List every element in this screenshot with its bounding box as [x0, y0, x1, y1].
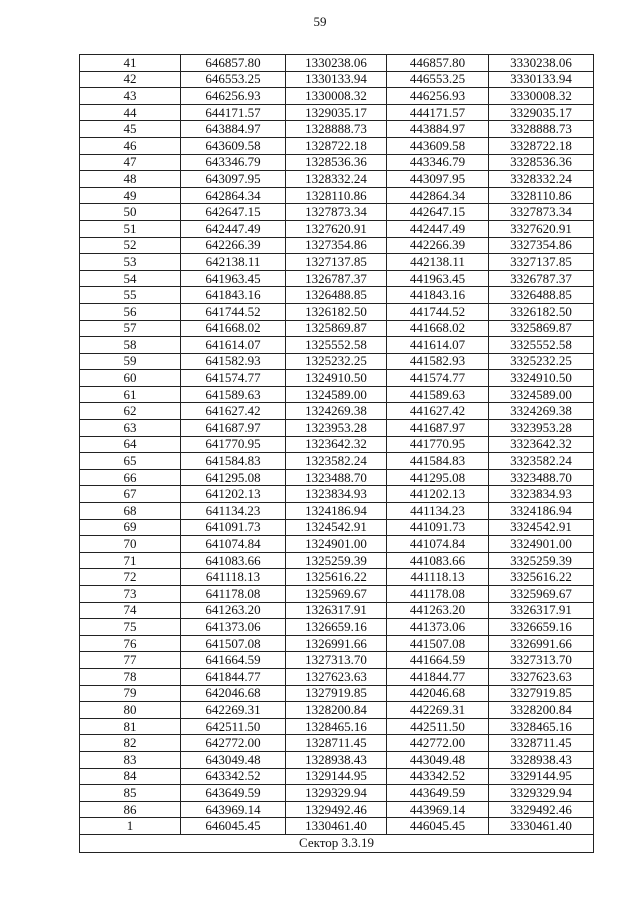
x-local-cell: 446045.45	[387, 818, 489, 835]
y-local-cell: 3327620.91	[489, 220, 594, 237]
y-local-cell: 3329329.94	[489, 785, 594, 802]
x-local-cell: 441091.73	[387, 519, 489, 536]
x-coordinate-cell: 642447.49	[181, 220, 286, 237]
y-local-cell: 3325616.22	[489, 569, 594, 586]
x-local-cell: 441614.07	[387, 337, 489, 354]
x-coordinate-cell: 646857.80	[181, 55, 286, 72]
x-local-cell: 442511.50	[387, 718, 489, 735]
y-coordinate-cell: 1328332.24	[286, 171, 387, 188]
table-row	[80, 386, 594, 403]
y-coordinate-cell: 1326182.50	[286, 303, 387, 320]
y-coordinate-cell: 1327623.63	[286, 668, 387, 685]
x-local-cell: 441582.93	[387, 353, 489, 370]
x-coordinate-cell: 641295.08	[181, 469, 286, 486]
point-number-cell: 53	[80, 254, 181, 271]
y-coordinate-cell: 1329329.94	[286, 785, 387, 802]
x-local-cell: 441770.95	[387, 436, 489, 453]
x-coordinate-cell: 641844.77	[181, 668, 286, 685]
point-number-cell: 54	[80, 270, 181, 287]
point-number-cell: 1	[80, 818, 181, 835]
x-coordinate-cell: 642046.68	[181, 685, 286, 702]
x-local-cell: 443346.79	[387, 154, 489, 171]
y-local-cell: 3326488.85	[489, 287, 594, 304]
y-coordinate-cell: 1328722.18	[286, 137, 387, 154]
point-number-cell: 59	[80, 353, 181, 370]
y-coordinate-cell: 1325232.25	[286, 353, 387, 370]
y-coordinate-cell: 1323642.32	[286, 436, 387, 453]
y-local-cell: 3323834.93	[489, 486, 594, 503]
table-row	[80, 801, 594, 818]
x-local-cell: 442447.49	[387, 220, 489, 237]
x-coordinate-cell: 641664.59	[181, 652, 286, 669]
x-coordinate-cell: 641668.02	[181, 320, 286, 337]
point-number-cell: 46	[80, 137, 181, 154]
y-coordinate-cell: 1326659.16	[286, 619, 387, 636]
y-local-cell: 3326787.37	[489, 270, 594, 287]
x-local-cell: 441574.77	[387, 370, 489, 387]
y-coordinate-cell: 1324269.38	[286, 403, 387, 420]
x-coordinate-cell: 641507.08	[181, 635, 286, 652]
point-number-cell: 67	[80, 486, 181, 503]
point-number-cell: 79	[80, 685, 181, 702]
x-local-cell: 442864.34	[387, 187, 489, 204]
point-number-cell: 68	[80, 503, 181, 520]
point-number-cell: 52	[80, 237, 181, 254]
y-coordinate-cell: 1326787.37	[286, 270, 387, 287]
table-row	[80, 55, 594, 72]
table-row	[80, 785, 594, 802]
x-local-cell: 446256.93	[387, 88, 489, 105]
table-row	[80, 270, 594, 287]
y-coordinate-cell: 1330461.40	[286, 818, 387, 835]
y-local-cell: 3324269.38	[489, 403, 594, 420]
x-coordinate-cell: 641074.84	[181, 536, 286, 553]
y-local-cell: 3329144.95	[489, 768, 594, 785]
x-local-cell: 441083.66	[387, 552, 489, 569]
y-local-cell: 3326659.16	[489, 619, 594, 636]
x-local-cell: 441134.23	[387, 503, 489, 520]
point-number-cell: 77	[80, 652, 181, 669]
x-local-cell: 441664.59	[387, 652, 489, 669]
x-coordinate-cell: 642138.11	[181, 254, 286, 271]
y-local-cell: 3328938.43	[489, 751, 594, 768]
y-local-cell: 3327623.63	[489, 668, 594, 685]
x-local-cell: 442269.31	[387, 702, 489, 719]
y-coordinate-cell: 1326488.85	[286, 287, 387, 304]
point-number-cell: 73	[80, 586, 181, 603]
y-local-cell: 3330238.06	[489, 55, 594, 72]
table-row	[80, 137, 594, 154]
y-local-cell: 3327873.34	[489, 204, 594, 221]
x-local-cell: 443342.52	[387, 768, 489, 785]
point-number-cell: 47	[80, 154, 181, 171]
point-number-cell: 57	[80, 320, 181, 337]
x-local-cell: 441584.83	[387, 453, 489, 470]
point-number-cell: 66	[80, 469, 181, 486]
x-coordinate-cell: 642266.39	[181, 237, 286, 254]
x-local-cell: 442772.00	[387, 735, 489, 752]
point-number-cell: 63	[80, 420, 181, 437]
point-number-cell: 43	[80, 88, 181, 105]
y-local-cell: 3327313.70	[489, 652, 594, 669]
point-number-cell: 58	[80, 337, 181, 354]
y-coordinate-cell: 1329144.95	[286, 768, 387, 785]
table-row	[80, 370, 594, 387]
table-row	[80, 652, 594, 669]
y-local-cell: 3324589.00	[489, 386, 594, 403]
x-coordinate-cell: 642511.50	[181, 718, 286, 735]
x-local-cell: 441668.02	[387, 320, 489, 337]
point-number-cell: 48	[80, 171, 181, 188]
y-coordinate-cell: 1328888.73	[286, 121, 387, 138]
point-number-cell: 51	[80, 220, 181, 237]
y-local-cell: 3325969.67	[489, 586, 594, 603]
x-local-cell: 441263.20	[387, 602, 489, 619]
table-row	[80, 187, 594, 204]
point-number-cell: 74	[80, 602, 181, 619]
y-local-cell: 3323582.24	[489, 453, 594, 470]
sector-caption: Сектор 3.3.19	[80, 834, 594, 852]
point-number-cell: 49	[80, 187, 181, 204]
y-coordinate-cell: 1323953.28	[286, 420, 387, 437]
y-coordinate-cell: 1327919.85	[286, 685, 387, 702]
x-local-cell: 441627.42	[387, 403, 489, 420]
x-local-cell: 446553.25	[387, 71, 489, 88]
x-local-cell: 443097.95	[387, 171, 489, 188]
x-local-cell: 441202.13	[387, 486, 489, 503]
point-number-cell: 82	[80, 735, 181, 752]
x-coordinate-cell: 641627.42	[181, 403, 286, 420]
x-coordinate-cell: 641584.83	[181, 453, 286, 470]
x-local-cell: 446857.80	[387, 55, 489, 72]
x-coordinate-cell: 641614.07	[181, 337, 286, 354]
x-coordinate-cell: 646045.45	[181, 818, 286, 835]
table-row	[80, 818, 594, 835]
table-row	[80, 668, 594, 685]
table-row	[80, 635, 594, 652]
x-coordinate-cell: 641373.06	[181, 619, 286, 636]
table-row	[80, 104, 594, 121]
x-coordinate-cell: 643346.79	[181, 154, 286, 171]
y-local-cell: 3326991.66	[489, 635, 594, 652]
point-number-cell: 71	[80, 552, 181, 569]
table-row	[80, 602, 594, 619]
y-coordinate-cell: 1328938.43	[286, 751, 387, 768]
table-row	[80, 569, 594, 586]
y-local-cell: 3325552.58	[489, 337, 594, 354]
x-local-cell: 441118.13	[387, 569, 489, 586]
y-coordinate-cell: 1324542.91	[286, 519, 387, 536]
x-coordinate-cell: 642269.31	[181, 702, 286, 719]
table-row	[80, 303, 594, 320]
y-local-cell: 3323953.28	[489, 420, 594, 437]
y-local-cell: 3327919.85	[489, 685, 594, 702]
y-local-cell: 3328200.84	[489, 702, 594, 719]
x-local-cell: 441373.06	[387, 619, 489, 636]
coordinates-table-body	[80, 55, 594, 835]
x-local-cell: 441963.45	[387, 270, 489, 287]
table-row	[80, 519, 594, 536]
x-coordinate-cell: 641843.16	[181, 287, 286, 304]
x-coordinate-cell: 646553.25	[181, 71, 286, 88]
x-local-cell: 441589.63	[387, 386, 489, 403]
y-coordinate-cell: 1323488.70	[286, 469, 387, 486]
x-coordinate-cell: 641083.66	[181, 552, 286, 569]
table-row	[80, 337, 594, 354]
x-local-cell: 441074.84	[387, 536, 489, 553]
x-coordinate-cell: 641574.77	[181, 370, 286, 387]
y-local-cell: 3328711.45	[489, 735, 594, 752]
y-coordinate-cell: 1329035.17	[286, 104, 387, 121]
y-local-cell: 3329035.17	[489, 104, 594, 121]
x-coordinate-cell: 646256.93	[181, 88, 286, 105]
page-number: 59	[313, 14, 327, 29]
table-row	[80, 320, 594, 337]
point-number-cell: 50	[80, 204, 181, 221]
y-coordinate-cell: 1329492.46	[286, 801, 387, 818]
x-coordinate-cell: 641118.13	[181, 569, 286, 586]
y-coordinate-cell: 1323582.24	[286, 453, 387, 470]
table-row	[80, 469, 594, 486]
x-local-cell: 443969.14	[387, 801, 489, 818]
point-number-cell: 60	[80, 370, 181, 387]
table-row	[80, 486, 594, 503]
table-row	[80, 735, 594, 752]
y-coordinate-cell: 1327354.86	[286, 237, 387, 254]
table-row	[80, 220, 594, 237]
x-coordinate-cell: 641589.63	[181, 386, 286, 403]
table-row	[80, 71, 594, 88]
x-local-cell: 441178.08	[387, 586, 489, 603]
y-coordinate-cell: 1327620.91	[286, 220, 387, 237]
table-row	[80, 403, 594, 420]
y-local-cell: 3323488.70	[489, 469, 594, 486]
y-coordinate-cell: 1325259.39	[286, 552, 387, 569]
x-local-cell: 442046.68	[387, 685, 489, 702]
y-local-cell: 3327354.86	[489, 237, 594, 254]
y-coordinate-cell: 1324901.00	[286, 536, 387, 553]
y-coordinate-cell: 1328711.45	[286, 735, 387, 752]
x-coordinate-cell: 641744.52	[181, 303, 286, 320]
y-coordinate-cell: 1328465.16	[286, 718, 387, 735]
x-local-cell: 443649.59	[387, 785, 489, 802]
x-coordinate-cell: 643049.48	[181, 751, 286, 768]
y-coordinate-cell: 1327873.34	[286, 204, 387, 221]
y-coordinate-cell: 1324589.00	[286, 386, 387, 403]
point-number-cell: 84	[80, 768, 181, 785]
point-number-cell: 85	[80, 785, 181, 802]
x-coordinate-cell: 642772.00	[181, 735, 286, 752]
x-coordinate-cell: 641263.20	[181, 602, 286, 619]
x-coordinate-cell: 641091.73	[181, 519, 286, 536]
x-coordinate-cell: 641687.97	[181, 420, 286, 437]
y-local-cell: 3324910.50	[489, 370, 594, 387]
y-coordinate-cell: 1326991.66	[286, 635, 387, 652]
table-row	[80, 536, 594, 553]
point-number-cell: 69	[80, 519, 181, 536]
x-coordinate-cell: 641134.23	[181, 503, 286, 520]
x-coordinate-cell: 643097.95	[181, 171, 286, 188]
x-coordinate-cell: 641770.95	[181, 436, 286, 453]
x-coordinate-cell: 644171.57	[181, 104, 286, 121]
table-row	[80, 702, 594, 719]
table-row	[80, 586, 594, 603]
y-coordinate-cell: 1325869.87	[286, 320, 387, 337]
x-coordinate-cell: 642864.34	[181, 187, 286, 204]
y-local-cell: 3328110.86	[489, 187, 594, 204]
y-local-cell: 3330008.32	[489, 88, 594, 105]
y-local-cell: 3325869.87	[489, 320, 594, 337]
table-row	[80, 552, 594, 569]
point-number-cell: 41	[80, 55, 181, 72]
y-coordinate-cell: 1330008.32	[286, 88, 387, 105]
x-local-cell: 441844.77	[387, 668, 489, 685]
x-coordinate-cell: 643884.97	[181, 121, 286, 138]
x-coordinate-cell: 643969.14	[181, 801, 286, 818]
x-local-cell: 441744.52	[387, 303, 489, 320]
y-local-cell: 3323642.32	[489, 436, 594, 453]
y-coordinate-cell: 1326317.91	[286, 602, 387, 619]
point-number-cell: 64	[80, 436, 181, 453]
y-local-cell: 3326182.50	[489, 303, 594, 320]
point-number-cell: 44	[80, 104, 181, 121]
y-coordinate-cell: 1325552.58	[286, 337, 387, 354]
x-local-cell: 443609.58	[387, 137, 489, 154]
y-local-cell: 3328888.73	[489, 121, 594, 138]
x-coordinate-cell: 642647.15	[181, 204, 286, 221]
x-coordinate-cell: 641178.08	[181, 586, 286, 603]
table-row	[80, 287, 594, 304]
y-local-cell: 3327137.85	[489, 254, 594, 271]
x-local-cell: 441843.16	[387, 287, 489, 304]
point-number-cell: 80	[80, 702, 181, 719]
point-number-cell: 83	[80, 751, 181, 768]
table-row	[80, 420, 594, 437]
y-local-cell: 3324901.00	[489, 536, 594, 553]
y-coordinate-cell: 1328110.86	[286, 187, 387, 204]
y-local-cell: 3326317.91	[489, 602, 594, 619]
table-row	[80, 171, 594, 188]
y-coordinate-cell: 1324186.94	[286, 503, 387, 520]
x-coordinate-cell: 641582.93	[181, 353, 286, 370]
point-number-cell: 72	[80, 569, 181, 586]
x-local-cell: 442138.11	[387, 254, 489, 271]
y-coordinate-cell: 1324910.50	[286, 370, 387, 387]
y-local-cell: 3328536.36	[489, 154, 594, 171]
table-row	[80, 436, 594, 453]
x-local-cell: 444171.57	[387, 104, 489, 121]
y-coordinate-cell: 1330133.94	[286, 71, 387, 88]
y-local-cell: 3325259.39	[489, 552, 594, 569]
table-row	[80, 619, 594, 636]
x-coordinate-cell: 641202.13	[181, 486, 286, 503]
table-row	[80, 254, 594, 271]
x-coordinate-cell: 643609.58	[181, 137, 286, 154]
x-coordinate-cell: 643649.59	[181, 785, 286, 802]
y-local-cell: 3325232.25	[489, 353, 594, 370]
point-number-cell: 42	[80, 71, 181, 88]
x-local-cell: 442647.15	[387, 204, 489, 221]
point-number-cell: 81	[80, 718, 181, 735]
y-coordinate-cell: 1330238.06	[286, 55, 387, 72]
point-number-cell: 70	[80, 536, 181, 553]
point-number-cell: 62	[80, 403, 181, 420]
caption-row	[80, 834, 594, 852]
y-coordinate-cell: 1328536.36	[286, 154, 387, 171]
x-local-cell: 442266.39	[387, 237, 489, 254]
point-number-cell: 75	[80, 619, 181, 636]
y-local-cell: 3328722.18	[489, 137, 594, 154]
table-row	[80, 88, 594, 105]
y-local-cell: 3328465.16	[489, 718, 594, 735]
x-local-cell: 441507.08	[387, 635, 489, 652]
y-coordinate-cell: 1327313.70	[286, 652, 387, 669]
y-coordinate-cell: 1323834.93	[286, 486, 387, 503]
y-coordinate-cell: 1325616.22	[286, 569, 387, 586]
y-coordinate-cell: 1327137.85	[286, 254, 387, 271]
x-local-cell: 443884.97	[387, 121, 489, 138]
y-local-cell: 3330461.40	[489, 818, 594, 835]
x-local-cell: 441295.08	[387, 469, 489, 486]
y-coordinate-cell: 1328200.84	[286, 702, 387, 719]
y-local-cell: 3330133.94	[489, 71, 594, 88]
table-row	[80, 154, 594, 171]
table-row	[80, 768, 594, 785]
y-local-cell: 3329492.46	[489, 801, 594, 818]
y-local-cell: 3324186.94	[489, 503, 594, 520]
point-number-cell: 65	[80, 453, 181, 470]
y-local-cell: 3324542.91	[489, 519, 594, 536]
table-row	[80, 237, 594, 254]
table-row	[80, 453, 594, 470]
coordinates-table	[79, 54, 594, 853]
table-row	[80, 353, 594, 370]
point-number-cell: 76	[80, 635, 181, 652]
table-row	[80, 718, 594, 735]
point-number-cell: 78	[80, 668, 181, 685]
point-number-cell: 86	[80, 801, 181, 818]
table-row	[80, 751, 594, 768]
table-row	[80, 204, 594, 221]
x-local-cell: 443049.48	[387, 751, 489, 768]
table-row	[80, 121, 594, 138]
table-row	[80, 685, 594, 702]
x-coordinate-cell: 641963.45	[181, 270, 286, 287]
point-number-cell: 61	[80, 386, 181, 403]
x-coordinate-cell: 643342.52	[181, 768, 286, 785]
point-number-cell: 56	[80, 303, 181, 320]
point-number-cell: 45	[80, 121, 181, 138]
y-local-cell: 3328332.24	[489, 171, 594, 188]
point-number-cell: 55	[80, 287, 181, 304]
y-coordinate-cell: 1325969.67	[286, 586, 387, 603]
table-row	[80, 503, 594, 520]
x-local-cell: 441687.97	[387, 420, 489, 437]
